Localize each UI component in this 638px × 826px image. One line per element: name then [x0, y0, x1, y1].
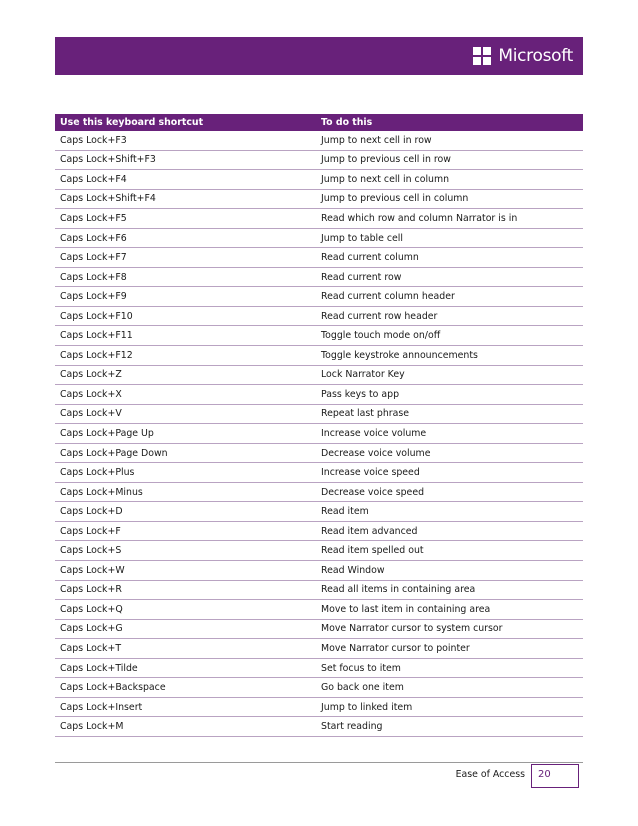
table-row [55, 443, 583, 463]
header-band [55, 37, 583, 75]
table-row [55, 131, 583, 150]
shortcut-cell: Caps Lock+F10 [55, 306, 316, 326]
action-cell: Read item spelled out [316, 541, 583, 561]
shortcut-cell: Caps Lock+Minus [55, 482, 316, 502]
shortcut-cell: Caps Lock+F3 [55, 131, 316, 150]
table-row [55, 209, 583, 229]
shortcut-cell: Caps Lock+T [55, 639, 316, 659]
table-row [55, 326, 583, 346]
shortcut-cell: Caps Lock+F8 [55, 267, 316, 287]
table-row [55, 346, 583, 366]
table-row [55, 639, 583, 659]
action-cell: Jump to next cell in row [316, 131, 583, 150]
shortcut-cell: Caps Lock+Page Up [55, 424, 316, 444]
footer-divider [55, 762, 583, 763]
action-cell: Go back one item [316, 678, 583, 698]
table-row [55, 424, 583, 444]
table-row [55, 365, 583, 385]
table-row [55, 619, 583, 639]
table-row [55, 170, 583, 190]
action-cell: Read current row header [316, 306, 583, 326]
table-row [55, 717, 583, 737]
shortcut-cell: Caps Lock+G [55, 619, 316, 639]
table-row [55, 697, 583, 717]
shortcut-cell: Caps Lock+W [55, 561, 316, 581]
table-row [55, 521, 583, 541]
shortcut-cell: Caps Lock+Page Down [55, 443, 316, 463]
table-row [55, 228, 583, 248]
table-row [55, 150, 583, 170]
shortcut-cell: Caps Lock+Backspace [55, 678, 316, 698]
shortcut-cell: Caps Lock+S [55, 541, 316, 561]
action-cell: Pass keys to app [316, 385, 583, 405]
table-row [55, 678, 583, 698]
action-cell: Increase voice speed [316, 463, 583, 483]
action-cell: Move Narrator cursor to pointer [316, 639, 583, 659]
table-row [55, 600, 583, 620]
table-row [55, 267, 583, 287]
shortcut-cell: Caps Lock+Plus [55, 463, 316, 483]
action-cell: Jump to previous cell in column [316, 189, 583, 209]
shortcut-cell: Caps Lock+Shift+F3 [55, 150, 316, 170]
action-cell: Increase voice volume [316, 424, 583, 444]
table-row [55, 561, 583, 581]
page-number: 20 [538, 769, 551, 780]
action-cell: Read current column header [316, 287, 583, 307]
shortcut-cell: Caps Lock+X [55, 385, 316, 405]
action-cell: Decrease voice volume [316, 443, 583, 463]
action-cell: Read current column [316, 248, 583, 268]
action-cell: Read which row and column Narrator is in [316, 209, 583, 229]
shortcut-cell: Caps Lock+Tilde [55, 658, 316, 678]
action-cell: Read item [316, 502, 583, 522]
shortcut-cell: Caps Lock+F [55, 521, 316, 541]
action-cell: Read current row [316, 267, 583, 287]
table-row [55, 287, 583, 307]
action-cell: Move to last item in containing area [316, 600, 583, 620]
shortcut-cell: Caps Lock+F5 [55, 209, 316, 229]
table-row [55, 580, 583, 600]
action-cell: Repeat last phrase [316, 404, 583, 424]
action-cell: Set focus to item [316, 658, 583, 678]
shortcut-cell: Caps Lock+F11 [55, 326, 316, 346]
shortcut-cell: Caps Lock+F4 [55, 170, 316, 190]
action-cell: Toggle keystroke announcements [316, 346, 583, 366]
table-row [55, 463, 583, 483]
microsoft-logo-icon [473, 47, 491, 65]
table-row [55, 658, 583, 678]
shortcut-cell: Caps Lock+D [55, 502, 316, 522]
shortcuts-table [55, 114, 583, 737]
shortcut-cell: Caps Lock+R [55, 580, 316, 600]
action-cell: Toggle touch mode on/off [316, 326, 583, 346]
table-row [55, 189, 583, 209]
action-cell: Lock Narrator Key [316, 365, 583, 385]
footer-section-title: Ease of Access [455, 769, 525, 780]
shortcut-cell: Caps Lock+F9 [55, 287, 316, 307]
page-number-box [531, 764, 579, 788]
table-row [55, 502, 583, 522]
action-cell: Move Narrator cursor to system cursor [316, 619, 583, 639]
microsoft-logo [473, 45, 573, 67]
logo-text: Microsoft [498, 46, 573, 66]
table-row [55, 482, 583, 502]
column-header-shortcut: Use this keyboard shortcut [55, 114, 316, 131]
action-cell: Jump to table cell [316, 228, 583, 248]
table-header-row [55, 114, 583, 131]
shortcut-cell: Caps Lock+M [55, 717, 316, 737]
action-cell: Read item advanced [316, 521, 583, 541]
column-header-action: To do this [316, 114, 583, 131]
table-body [55, 131, 583, 736]
shortcut-cell: Caps Lock+Shift+F4 [55, 189, 316, 209]
shortcut-cell: Caps Lock+F7 [55, 248, 316, 268]
table-row [55, 385, 583, 405]
action-cell: Jump to previous cell in row [316, 150, 583, 170]
action-cell: Read all items in containing area [316, 580, 583, 600]
shortcut-cell: Caps Lock+Insert [55, 697, 316, 717]
table-row [55, 541, 583, 561]
table-row [55, 306, 583, 326]
action-cell: Start reading [316, 717, 583, 737]
shortcut-cell: Caps Lock+F12 [55, 346, 316, 366]
shortcut-cell: Caps Lock+Q [55, 600, 316, 620]
action-cell: Decrease voice speed [316, 482, 583, 502]
shortcut-cell: Caps Lock+Z [55, 365, 316, 385]
table-row [55, 404, 583, 424]
action-cell: Jump to linked item [316, 697, 583, 717]
shortcut-cell: Caps Lock+V [55, 404, 316, 424]
action-cell: Read Window [316, 561, 583, 581]
table-row [55, 248, 583, 268]
action-cell: Jump to next cell in column [316, 170, 583, 190]
shortcut-cell: Caps Lock+F6 [55, 228, 316, 248]
